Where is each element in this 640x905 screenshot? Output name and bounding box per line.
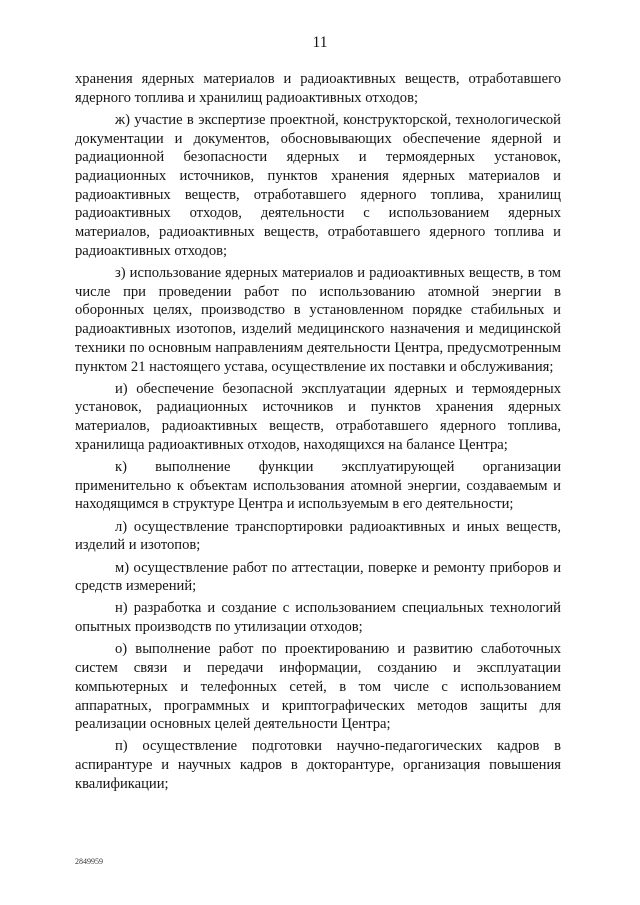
page-number: 11 [312, 34, 328, 51]
paragraph-m: м) осуществление работ по аттестации, поверке и ремонту приборов и средств измерений; [75, 559, 561, 595]
paragraph-k: к) выполнение функции эксплуатирующей организации применительно к объектам использования атомной энергии, создаваемым и находящимся в структуре Центра и используемым в его деятельности; [75, 459, 561, 513]
paragraph-continued: хранения ядерных материалов и радиоактивных веществ, отработавшего ядерного топлива и хранилищ радиоактивных отходов; [75, 71, 561, 106]
paragraph-i: и) обеспечение безопасной эксплуатации ядерных и термоядерных установок, радиационных источников и пунктов хранения ядерных материалов, радиоактивных веществ, отработавшего ядерного топлива, хранилища радиоактивных отходов, находящихся на балансе Центра; [75, 380, 561, 453]
document-code: 2849959 [75, 857, 103, 866]
paragraph-z: з) использование ядерных материалов и радиоактивных веществ, в том числе при проведении работ по использованию атомной энергии в оборонных целях, производство в установленном порядке стабильных и радиоактивных изотопов, изделий медицинского назначения и медицинской техники по основным направлениям деятельности Центра, предусмотренным пунктом 21 настоящего устава, осуществление их поставки и обслуживания; [75, 265, 561, 375]
paragraph-n: н) разработка и создание с использованием специальных технологий опытных производств по утилизации отходов; [75, 600, 561, 636]
paragraph-o: о) выполнение работ по проектированию и развитию слаботочных систем связи и передачи информации, созданию и эксплуатации компьютерных и телефонных сетей, в том числе с использованием аппаратных, программных и криптографических методов защиты для реализации основных целей деятельности Центра; [75, 641, 561, 733]
paragraph-zh: ж) участие в экспертизе проектной, конструкторской, технологической документации и документов, обосновывающих обеспечение ядерной и радиационной безопасности ядерных и термоядерных установок, радиационных источников, пунктов хранения ядерных материалов и радиоактивных веществ, отработавшего ядерного топлива, хранилищ радиоактивных отходов, деятельности с использованием ядерных материалов, радиоактивных веществ, отработавшего ядерного топлива и радиоактивных отходов; [75, 111, 561, 259]
document-body [75, 70, 561, 797]
paragraph-l: л) осуществление транспортировки радиоактивных и иных веществ, изделий и изотопов; [75, 518, 561, 554]
paragraph-p: п) осуществление подготовки научно-педагогических кадров в аспирантуре и научных кадров в докторантуре, организация повышения квалификации; [75, 738, 561, 792]
